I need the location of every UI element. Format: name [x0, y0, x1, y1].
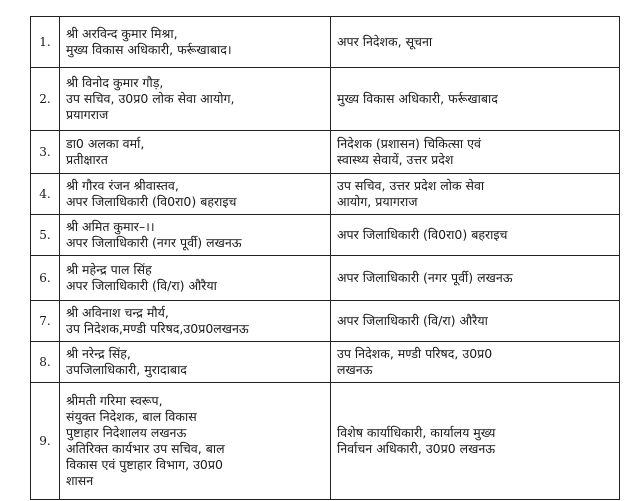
serial-number: 4. [31, 174, 60, 215]
new-post-cell [331, 215, 620, 256]
new-post-cell [331, 174, 620, 215]
officer-name-line: अपर जिलाधिकारी (वि0रा0) बहराइच [66, 194, 237, 209]
officer-name-line: मुख्य विकास अधिकारी, फर्रूखाबाद। [66, 42, 232, 57]
table-row [31, 131, 620, 174]
officer-name-cell [60, 383, 331, 500]
officer-name-line: प्रयागराज [66, 107, 109, 122]
new-post-cell [331, 301, 620, 342]
new-post-line: निर्वाचन अधिकारी, उ0प्र0 लखनऊ [337, 441, 496, 456]
officer-name-line: विकास एवं पुष्टाहार विभाग, उ0प्र0 [66, 457, 223, 472]
serial-number: 1. [31, 17, 60, 68]
officer-name-line: अतिरिक्त कार्यभार उप सचिव, बाल [66, 441, 225, 456]
officer-name-cell [60, 342, 331, 383]
table-row [31, 301, 620, 342]
new-post-cell [331, 256, 620, 301]
new-post-line: लखनऊ [337, 362, 373, 377]
officer-name-line: डा0 अलका वर्मा, [66, 136, 145, 151]
officer-name-cell [60, 174, 331, 215]
new-post-line: अपर जिलाधिकारी (वि0रा0) बहराइच [337, 227, 508, 242]
new-post-cell [331, 383, 620, 500]
officer-name-line: श्री अरविन्द कुमार मिश्रा, [66, 26, 178, 41]
officer-name-line: श्री अमित कुमार–।। [66, 219, 155, 234]
table-row [31, 68, 620, 131]
serial-number: 9. [31, 383, 60, 500]
new-post-line: अपर जिलाधिकारी (नगर पूर्वी) लखनऊ [337, 270, 513, 285]
officer-name-line: उप सचिव, उ0प्र0 लोक सेवा आयोग, [66, 91, 235, 106]
new-post-line: उप निदेशक, मण्डी परिषद, उ0प्र0 [337, 346, 493, 361]
officer-name-line: प्रतीक्षारत [66, 152, 108, 167]
table-row [31, 17, 620, 68]
officer-name-cell [60, 17, 331, 68]
table-row [31, 174, 620, 215]
new-post-line: निदेशक (प्रशासन) चिकित्सा एवं [337, 136, 481, 151]
new-post-cell [331, 131, 620, 174]
new-post-line: उप सचिव, उत्तर प्रदेश लोक सेवा [337, 178, 485, 193]
officer-name-line: श्री विनोद कुमार गौड़, [66, 75, 164, 90]
serial-number: 3. [31, 131, 60, 174]
serial-number: 6. [31, 256, 60, 301]
new-post-line: विशेष कार्याधिकारी, कार्यालय मुख्य [337, 425, 496, 440]
table-row [31, 256, 620, 301]
new-post-line: स्वास्थ्य सेवायें, उत्तर प्रदेश [337, 152, 454, 167]
serial-number: 5. [31, 215, 60, 256]
officer-name-line: उपजिलाधिकारी, मुरादाबाद [66, 362, 187, 377]
new-post-cell [331, 17, 620, 68]
officer-name-cell [60, 256, 331, 301]
officer-name-cell [60, 68, 331, 131]
transfer-list-document [30, 16, 620, 500]
serial-number: 8. [31, 342, 60, 383]
new-post-line: आयोग, प्रयागराज [337, 194, 418, 209]
officer-name-line: श्री अविनाश चन्द्र मौर्य, [66, 305, 169, 320]
officer-name-cell [60, 301, 331, 342]
new-post-cell [331, 342, 620, 383]
officer-name-line: पुष्टाहार निदेशालय लखनऊ [66, 425, 187, 440]
transfer-table [30, 16, 620, 500]
new-post-line: अपर जिलाधिकारी (वि/रा) औरैया [337, 313, 488, 328]
officer-name-line: श्री नरेन्द्र सिंह, [66, 346, 131, 361]
officer-name-line: संयुक्त निदेशक, बाल विकास [66, 409, 197, 424]
officer-name-cell [60, 131, 331, 174]
officer-name-line: अपर जिलाधिकारी (वि/रा) औरैया [66, 278, 217, 293]
officer-name-line: अपर जिलाधिकारी (नगर पूर्वी) लखनऊ [66, 235, 242, 250]
serial-number: 2. [31, 68, 60, 131]
new-post-cell [331, 68, 620, 131]
new-post-line: अपर निदेशक, सूचना [337, 34, 433, 49]
table-body [31, 17, 620, 500]
officer-name-cell [60, 215, 331, 256]
officer-name-line: उप निदेशक,मण्डी परिषद,उ0प्र0लखनऊ [66, 321, 249, 336]
table-row [31, 342, 620, 383]
table-row [31, 215, 620, 256]
officer-name-line: श्री गौरव रंजन श्रीवास्तव, [66, 178, 179, 193]
table-row [31, 383, 620, 500]
officer-name-line: शासन [66, 473, 94, 488]
new-post-line: मुख्य विकास अधिकारी, फर्रूखाबाद [337, 91, 498, 106]
officer-name-line: श्री महेन्द्र पाल सिंह [66, 262, 152, 277]
officer-name-line: श्रीमती गरिमा स्वरूप, [66, 393, 163, 408]
serial-number: 7. [31, 301, 60, 342]
